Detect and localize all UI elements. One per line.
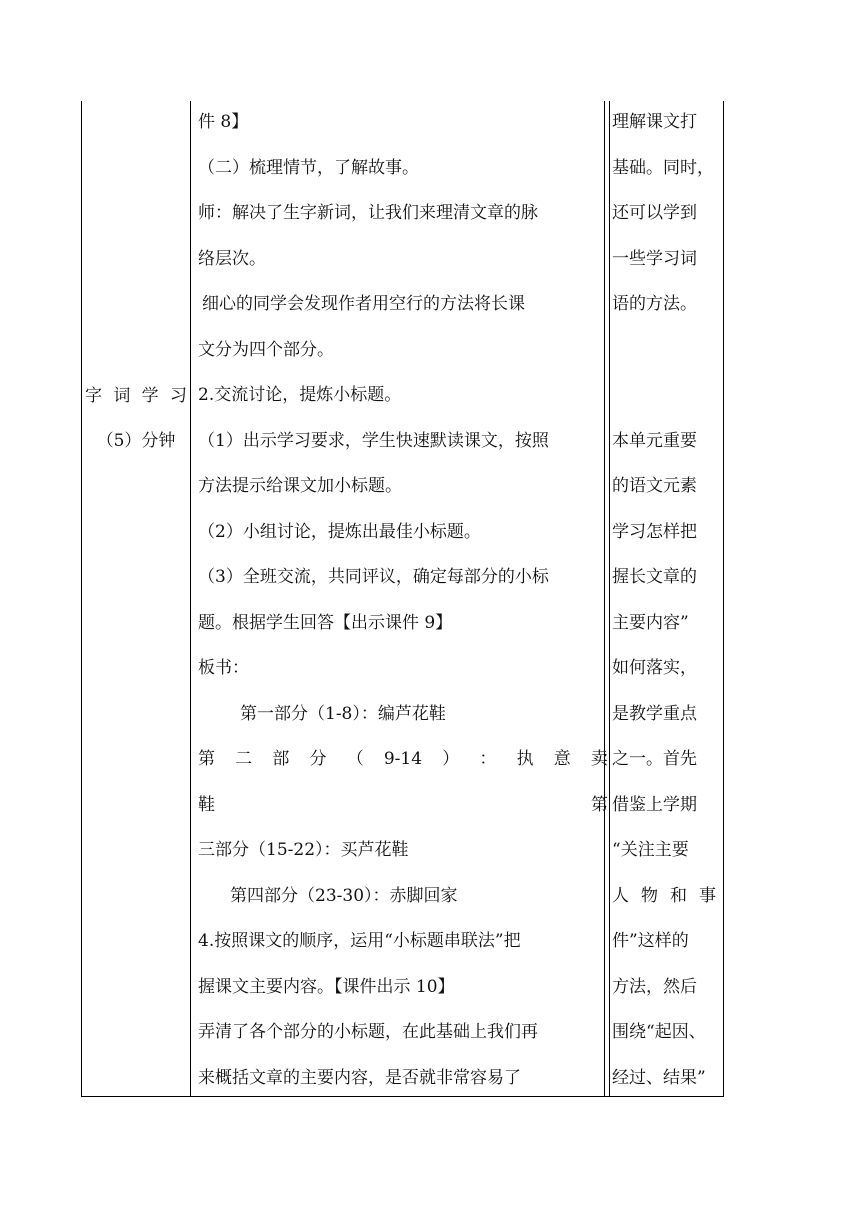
section-label-line2: （5）分钟 <box>96 431 176 451</box>
table-border-col1 <box>190 101 191 1097</box>
note-line: 理解课文打 <box>612 112 697 132</box>
note-line: 学习怎样把 <box>612 521 697 542</box>
board-part-3: 三部分（15-22）：买芦花鞋 <box>198 840 409 860</box>
board-part-4: 第四部分（23-30）：赤脚回家 <box>230 885 458 906</box>
content-line: 2.交流讨论，提炼小标题。 <box>198 385 402 405</box>
content-line: 4.按照课文的顺序，运用“小标题串联法”把 <box>198 931 521 951</box>
content-line: （二）梳理情节，了解故事。 <box>198 157 419 178</box>
content-line: 文分为四个部分。 <box>198 339 334 360</box>
board-part-2: 第 二 部 分 （ 9-14 ） ： 执 意 卖 <box>198 749 608 769</box>
note-line: 借鉴上学期 <box>612 794 697 815</box>
content-line: 题。根据学生回答【出示课件 9】 <box>198 612 453 633</box>
content-line: 络层次。 <box>198 248 266 269</box>
note-line: 基础。同时， <box>612 157 714 178</box>
content-line: （1）出示学习要求，学生快速默读课文，按照 <box>198 430 549 451</box>
content-line: （3）全班交流，共同评议，确定每部分的小标 <box>198 567 549 587</box>
note-line: “关注主要 <box>612 840 689 860</box>
content-line: 板书： <box>198 658 249 678</box>
note-line: 是教学重点 <box>612 703 697 724</box>
note-line: 本单元重要 <box>612 430 697 451</box>
note-line-justified: 人 物 和 事 <box>612 885 716 906</box>
content-line: 师：解决了生字新词，让我们来理清文章的脉 <box>198 203 538 223</box>
note-line: 握长文章的 <box>612 567 697 587</box>
table-border-left <box>81 101 82 1097</box>
note-line: 语的方法。 <box>612 294 697 314</box>
note-line: 件”这样的 <box>612 931 689 951</box>
note-line: 围绕“起因、 <box>612 1022 706 1042</box>
content-line: 握课文主要内容。【课件出示 10】 <box>198 976 455 997</box>
note-line: 如何落实， <box>612 658 697 678</box>
note-line <box>612 328 724 374</box>
content-line: 细心的同学会发现作者用空行的方法将长课 <box>202 294 525 314</box>
note-line: 经过、结果” <box>612 1067 706 1088</box>
content-line: 方法提示给课文加小标题。 <box>198 476 402 496</box>
board-part-1: 第一部分（1-8）：编芦花鞋 <box>240 703 446 724</box>
section-label <box>82 374 190 464</box>
design-notes <box>612 100 724 1101</box>
content-line: 来概括文章的主要内容，是否就非常容易了 <box>198 1067 521 1088</box>
note-line <box>612 373 724 419</box>
note-line: 之一。首先 <box>612 749 697 769</box>
board-part-2-cont: 鞋 第 <box>198 794 608 815</box>
teaching-content <box>198 100 608 1101</box>
note-line: 还可以学到 <box>612 203 697 223</box>
section-label-line1: 字 词 学 习 <box>85 386 187 406</box>
content-line: （2）小组讨论，提炼出最佳小标题。 <box>198 521 481 542</box>
note-line: 一些学习词 <box>612 248 697 269</box>
note-line: 方法，然后 <box>612 976 697 997</box>
note-line: 的语文元素 <box>612 476 697 496</box>
content-line: 弄清了各个部分的小标题，在此基础上我们再 <box>198 1022 538 1042</box>
note-line: 主要内容” <box>612 612 689 633</box>
content-line: 件 8】 <box>198 112 249 132</box>
table-border-col3 <box>609 101 610 1097</box>
